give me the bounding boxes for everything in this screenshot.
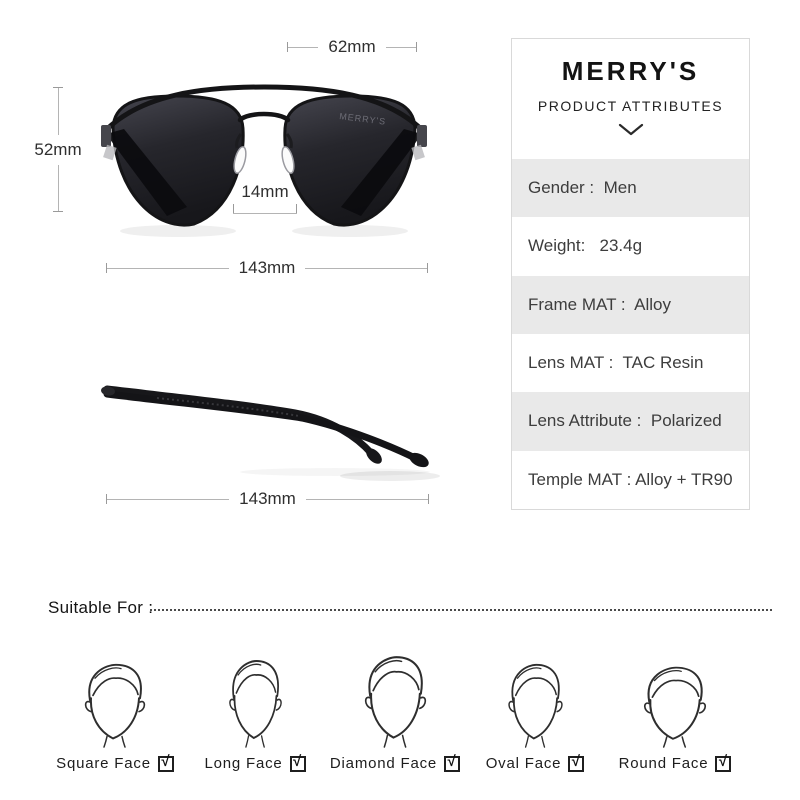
long-face-checkbox: [290, 753, 306, 772]
attributes-table: [512, 159, 749, 509]
square-face-checkbox: [158, 753, 174, 772]
lens-brand-text: MERRY'S: [338, 111, 387, 127]
temple-shadow: [240, 468, 430, 476]
long-face-icon: [225, 652, 286, 748]
lens-shadow: [120, 225, 236, 237]
dotted-divider: [150, 609, 772, 611]
measure-tick: [428, 494, 429, 504]
attribute-row-weight: Weight: 23.4g: [528, 236, 643, 256]
face-label: Diamond Face: [329, 755, 438, 772]
measure-tick: [53, 211, 63, 212]
attribute-row-frame-mat: Frame MAT : Alloy: [512, 276, 749, 334]
bridge-value: 14mm: [241, 182, 289, 201]
square-face-icon: [80, 652, 150, 748]
face-shapes-row: [45, 652, 745, 772]
lens-height-measure: [30, 87, 86, 212]
frame-width-measure: [106, 256, 428, 280]
face-group-oval: [465, 652, 605, 772]
checkmark-icon: √: [447, 753, 457, 770]
measure-line: [305, 268, 427, 269]
attribute-row-gender: Gender : Men: [512, 159, 749, 217]
measure-line: [306, 499, 428, 500]
temple-length-measure: [106, 487, 429, 511]
panel-title: PRODUCT ATTRIBUTES: [537, 98, 724, 114]
face-group-square: [45, 652, 185, 772]
oval-face-icon: [504, 652, 567, 748]
left-hinge: [101, 125, 111, 147]
temple-arms-illustration: [95, 372, 445, 487]
temple-length-value: 143mm: [239, 489, 296, 508]
diamond-face-checkbox: [444, 753, 460, 772]
lens-height-value: 52mm: [34, 139, 82, 159]
measure-line: [58, 88, 59, 135]
measure-line: [107, 268, 229, 269]
face-label: Long Face: [204, 755, 283, 772]
measure-line: [288, 47, 318, 48]
checkmark-icon: √: [293, 753, 303, 770]
attribute-row-lens-mat: Lens MAT : TAC Resin: [528, 353, 704, 373]
frame-width-value: 143mm: [238, 258, 296, 277]
checkmark-icon: √: [161, 753, 171, 770]
measure-tick: [427, 263, 428, 273]
lens-shadow: [292, 225, 408, 237]
face-label: Oval Face: [485, 755, 562, 772]
double-bridge: [240, 114, 288, 120]
measure-line: [58, 165, 59, 212]
sunglasses-front-illustration: [88, 72, 440, 242]
bridge-measure: [233, 182, 297, 214]
measure-tick: [416, 42, 417, 52]
face-group-round: [605, 652, 745, 772]
measure-line: [107, 499, 229, 500]
product-attributes-panel: [511, 38, 750, 510]
lens-width-value: 62mm: [328, 37, 376, 56]
face-group-long: [185, 652, 325, 772]
measure-line: [386, 47, 416, 48]
measure-bracket: [233, 205, 297, 214]
face-group-diamond: [325, 652, 465, 772]
oval-face-checkbox: [568, 753, 584, 772]
brand-logo: MERRY'S: [561, 56, 700, 86]
right-hinge: [417, 125, 427, 147]
round-face-icon: [639, 652, 711, 748]
face-label: Square Face: [56, 755, 151, 772]
checkmark-icon: √: [718, 753, 728, 770]
lens-width-measure: [287, 35, 417, 59]
attribute-row-temple-mat: Temple MAT : Alloy + TR90: [528, 469, 733, 489]
panel-header: [512, 39, 749, 159]
attribute-row-lens-attribute: Lens Attribute : Polarized: [512, 392, 749, 450]
face-label: Round Face: [618, 755, 709, 772]
round-face-checkbox: [715, 753, 731, 772]
diamond-face-icon: [360, 652, 431, 748]
chevron-down-icon: [512, 123, 749, 142]
checkmark-icon: √: [571, 753, 581, 770]
suitable-for-heading: Suitable For :: [48, 598, 154, 617]
